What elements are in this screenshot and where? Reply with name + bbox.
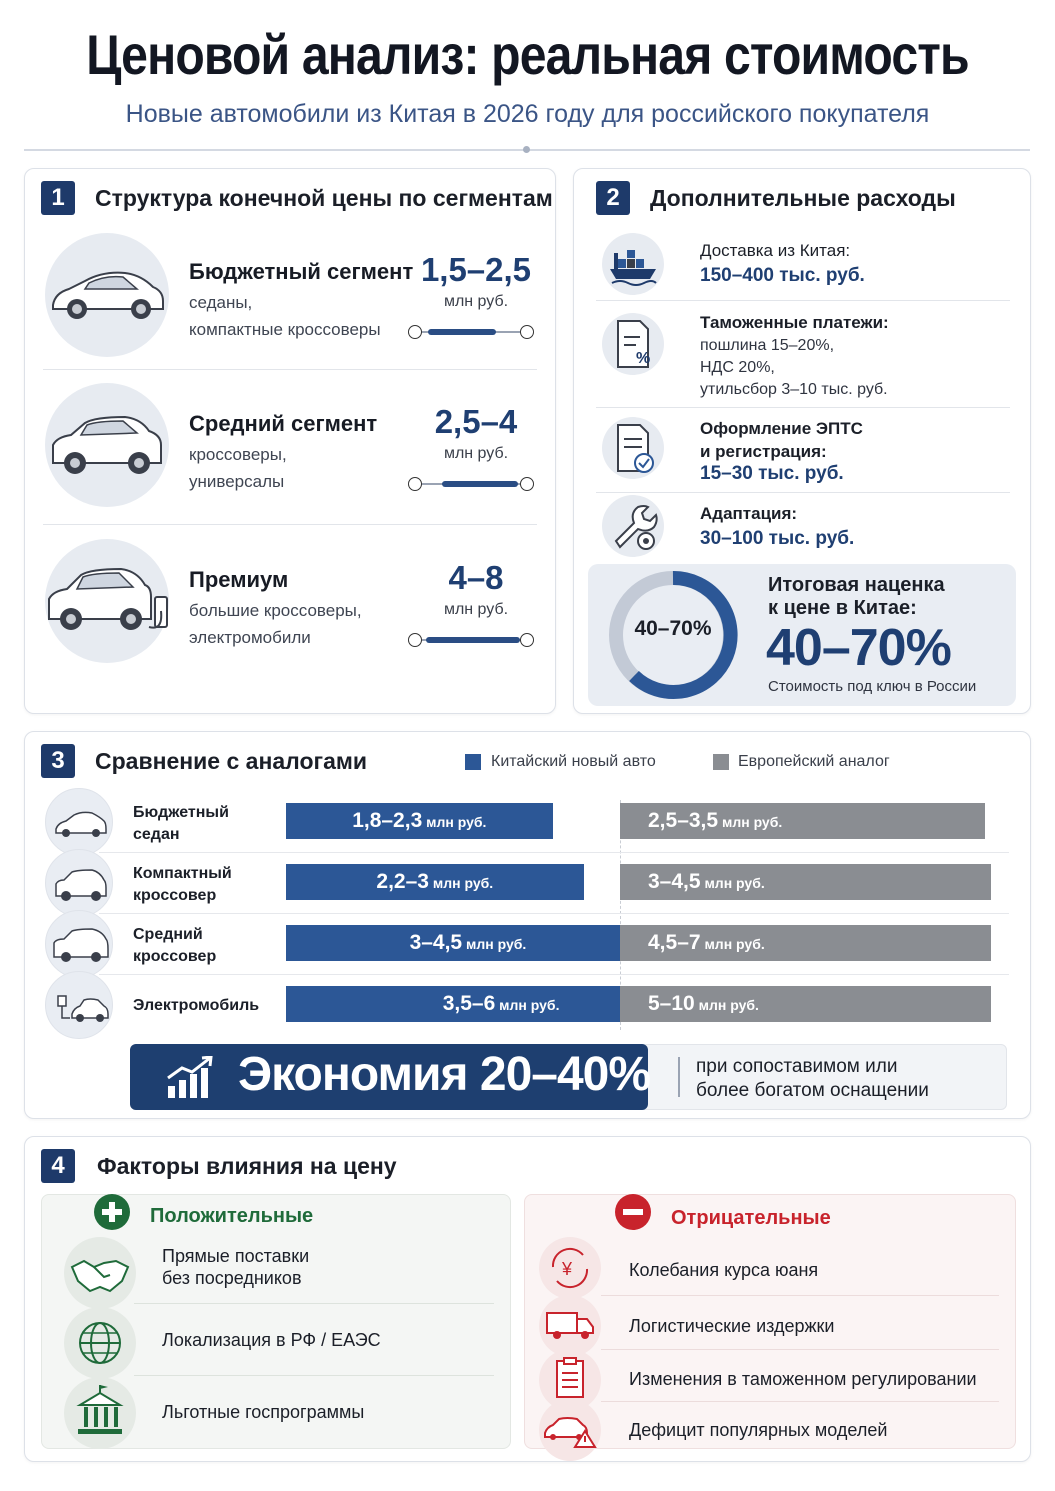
bar-unit-label: млн руб. [694,997,759,1013]
crossover-icon [45,910,113,978]
section-number: 4 [41,1149,75,1183]
segment-divider [43,524,537,525]
total-note: Стоимость под ключ в России [768,678,977,695]
cost-divider [596,407,1010,408]
negative-factors-panel [524,1194,1016,1449]
positive-heading: Положительные [150,1205,314,1227]
suv-charger-icon [45,539,169,663]
section-price-structure [24,168,556,714]
segment-unit: млн руб. [443,601,509,618]
segment-premium [25,535,555,685]
legend-chinese-swatch [465,754,481,770]
page-title: Ценовой анализ: реальная стоимость [86,23,969,86]
positive-item-2: Локализация в РФ / ЕАЭС [162,1330,381,1350]
segment-desc-2: компактные кроссоверы [189,320,381,339]
cost-line-3: утильсбор 3–10 тыс. руб. [700,381,888,398]
government-building-icon [64,1377,136,1449]
segment-unit: млн руб. [443,293,509,310]
truck-icon [539,1295,601,1357]
chinese-price-bar [286,864,584,900]
total-title-2: к цене в Китае: [768,597,917,619]
section-number: 3 [41,744,75,778]
segment-desc-2: электромобили [189,628,311,647]
svg-text:¥: ¥ [562,1259,573,1279]
bar-unit-label: млн руб. [718,814,783,830]
total-value: 40–70% [766,619,951,677]
european-price-bar [620,925,991,961]
row-label-1: Средний [133,926,203,943]
price-range-slider [408,633,534,647]
compact-crossover-icon [45,849,113,917]
european-price-bar [620,864,991,900]
savings-note-box [625,1044,1007,1110]
legend-european-label: Европейский аналог [738,753,890,770]
segment-name: Бюджетный сегмент [189,259,414,284]
bar-value-label: 4,5–7 [648,931,701,954]
wrench-gear-icon [602,495,664,557]
segment-desc-1: кроссоверы, [189,445,287,464]
factor-divider [601,1295,999,1296]
factor-divider [601,1349,999,1350]
bar-unit-label: млн руб. [422,814,487,830]
section-number: 1 [41,181,75,215]
donut-label: 40–70% [634,617,712,640]
price-range-slider [408,325,534,339]
savings-note-2: более богатом оснащении [696,1080,929,1101]
cost-value: 30–100 тыс. руб. [700,528,855,549]
segment-budget [25,227,555,377]
yuan-exchange-icon [539,1237,601,1299]
cost-value: 150–400 тыс. руб. [700,265,865,286]
factor-divider [601,1401,999,1402]
cost-line-1: пошлина 15–20%, [700,337,835,354]
bar-unit-label: млн руб. [462,936,527,952]
cost-title: Оформление ЭПТС [700,419,863,438]
segment-price: 2,5–4 [434,403,518,440]
row-label-1: Электромобиль [133,997,260,1014]
bar-value-label: 2,2–3 [376,870,429,893]
negative-item-1: Колебания курса юаня [629,1260,819,1280]
cost-title-2: и регистрация: [700,442,827,461]
bar-value-label: 5–10 [648,992,695,1015]
section-title: Дополнительные расходы [650,185,956,211]
cost-divider [596,300,1010,301]
factor-divider [134,1375,494,1376]
segment-unit: млн руб. [443,445,509,462]
segment-divider [43,369,537,370]
row-label-1: Бюджетный [133,804,229,821]
total-title-1: Итоговая наценка [768,574,945,596]
savings-text: Экономия 20–40% [238,1048,651,1101]
growth-chart-icon [164,1056,216,1100]
chinese-price-bar [286,803,553,839]
cargo-ship-icon [602,233,664,295]
negative-item-2: Логистические издержки [629,1316,835,1336]
positive-factors-panel [41,1194,511,1449]
segment-desc-1: седаны, [189,293,253,312]
section-comparison [24,731,1031,1119]
section-title: Сравнение с аналогами [95,748,368,774]
cost-line-2: НДС 20%, [700,359,775,376]
positive-item-1-line-2: без посредников [162,1268,302,1288]
handshake-icon [64,1237,136,1309]
registration-document-icon [602,417,664,479]
ev-plug-icon [45,971,113,1039]
segment-desc-1: большие кроссоверы, [189,601,362,620]
row-label-2: седан [133,826,180,843]
savings-banner [130,1044,651,1110]
negative-item-4: Дефицит популярных моделей [629,1420,888,1440]
cost-title: Адаптация: [700,504,798,523]
sedan-icon [45,233,169,357]
segment-price: 1,5–2,5 [420,251,532,288]
european-price-bar [620,986,991,1022]
crossover-icon [45,383,169,507]
segment-desc-2: универсалы [189,472,285,491]
segment-middle [25,379,555,529]
section-price-factors [24,1136,1031,1462]
cost-value: 15–30 тыс. руб. [700,463,844,484]
chinese-price-bar [286,925,650,961]
positive-item-3: Льготные госпрограммы [162,1402,365,1422]
negative-item-3: Изменения в таможенном регулировании [629,1369,977,1389]
row-label-2: кроссовер [133,887,217,904]
row-label-2: кроссовер [133,948,217,965]
bar-value-label: 2,5–3,5 [648,809,719,832]
bar-value-label: 1,8–2,3 [352,809,423,832]
plus-icon [93,1193,131,1231]
cost-title: Доставка из Китая: [700,241,851,260]
section-title: Факторы влияния на цену [97,1153,397,1179]
customs-document-icon [602,313,664,375]
row-label-1: Компактный [133,865,232,882]
total-markup-box [588,564,1016,706]
globe-icon [64,1307,136,1379]
segment-name: Премиум [189,567,289,592]
price-range-slider [408,477,534,491]
european-price-bar [620,803,985,839]
bar-unit-label: млн руб. [428,875,494,891]
legend-european-swatch [713,754,729,770]
cost-title: Таможенные платежи: [700,313,889,332]
bar-unit-label: млн руб. [700,875,765,891]
bar-value-label: 3–4,5 [648,870,701,893]
svg-text:%: % [636,350,651,367]
section-number: 2 [596,181,630,215]
divider-dot [523,146,530,153]
segment-name: Средний сегмент [189,411,378,436]
cost-divider [596,492,1010,493]
bar-unit-label: млн руб. [700,936,765,952]
page-subtitle: Новые автомобили из Китая в 2026 году для российского покупателя [125,100,930,128]
savings-note-1: при сопоставимом или [696,1056,898,1077]
savings-note-divider [678,1057,680,1097]
positive-item-1-line-1: Прямые поставки [162,1246,310,1266]
bar-value-label: 3,5–6 [442,992,496,1015]
minus-icon [614,1193,652,1231]
negative-heading: Отрицательные [671,1207,831,1229]
segment-price: 4–8 [448,559,504,596]
legend-chinese-label: Китайский новый авто [491,753,656,770]
sedan-icon [45,788,113,856]
section-title: Структура конечной цены по сегментам [95,185,553,211]
car-warning-icon [539,1399,601,1461]
bar-value-label: 3–4,5 [409,931,463,954]
bar-unit-label: млн руб. [495,997,560,1013]
factor-divider [134,1303,494,1304]
section-additional-costs [573,168,1031,714]
